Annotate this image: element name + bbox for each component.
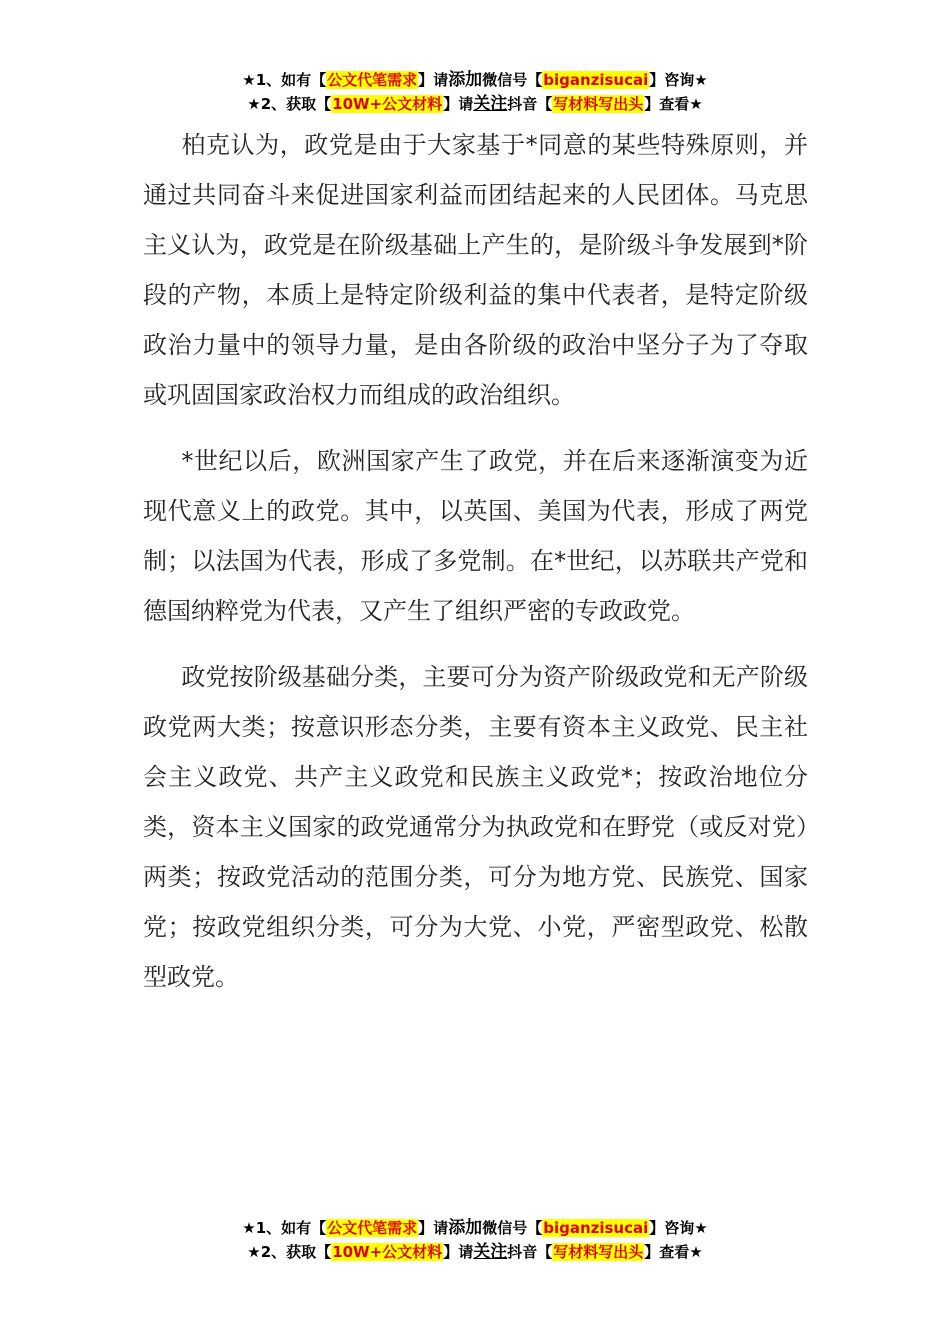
banner-text: 】咨询★	[649, 1219, 708, 1237]
banner-emphasis: 关注	[473, 94, 508, 114]
banner-text: 】请	[443, 95, 474, 113]
banner-emphasis: 添加	[448, 1218, 483, 1238]
banner-text: 】请	[443, 1243, 474, 1261]
banner-douyin-id: 写材料写出头	[553, 95, 644, 113]
banner-text: 】请	[418, 71, 449, 89]
banner-text: 】查看★	[644, 95, 703, 113]
banner-highlight: 10W+公文材料	[332, 1243, 443, 1261]
banner-line-2	[0, 1240, 950, 1264]
banner-text: 】查看★	[644, 1243, 703, 1261]
banner-text: 微信号【	[482, 1219, 543, 1237]
banner-emphasis: 添加	[448, 70, 483, 90]
banner-highlight: 10W+公文材料	[332, 95, 443, 113]
banner-wechat-id: biganzisucai	[543, 71, 649, 89]
banner-text: ★2、获取【	[247, 1243, 332, 1261]
banner-line-1	[0, 1216, 950, 1240]
banner-highlight: 公文代笔需求	[327, 1219, 418, 1237]
footer-banner	[0, 1216, 950, 1264]
banner-text: ★1、如有【	[242, 71, 327, 89]
banner-text: ★1、如有【	[242, 1219, 327, 1237]
banner-text: 抖音【	[507, 95, 553, 113]
paragraph-3: 政党按阶级基础分类，主要可分为资产阶级政党和无产阶级政党两大类；按意识形态分类，主要有资本主义政党、民主社会主义政党、共产主义政党和民族主义政党*；按政治地位分类，资本主义国家的政党通常分为执政党和在野党（或反对党）两类；按政党活动的范围分类，可分为地方党、民族党、国家党；按政党组织分类，可分为大党、小党，严密型政党、松散型政党。	[143, 663, 808, 991]
banner-line-2	[0, 92, 950, 116]
header-banner	[0, 68, 950, 116]
banner-text: 微信号【	[482, 71, 543, 89]
banner-text: 抖音【	[507, 1243, 553, 1261]
banner-text: ★2、获取【	[247, 95, 332, 113]
document-body	[143, 120, 808, 1018]
banner-emphasis: 关注	[473, 1242, 508, 1262]
banner-douyin-id: 写材料写出头	[553, 1243, 644, 1261]
paragraph-2: *世纪以后，欧洲国家产生了政党，并在后来逐渐演变为近现代意义上的政党。其中，以英国、美国为代表，形成了两党制；以法国为代表，形成了多党制。在*世纪，以苏联共产党和德国纳粹党为代表，又产生了组织严密的专政政党。	[143, 447, 808, 625]
banner-text: 】请	[418, 1219, 449, 1237]
banner-line-1	[0, 68, 950, 92]
banner-wechat-id: biganzisucai	[543, 1219, 649, 1237]
banner-highlight: 公文代笔需求	[327, 71, 418, 89]
paragraph-1: 柏克认为，政党是由于大家基于*同意的某些特殊原则，并通过共同奋斗来促进国家利益而团结起来的人民团体。马克思主义认为，政党是在阶级基础上产生的，是阶级斗争发展到*阶段的产物，本质上是特定阶级利益的集中代表者，是特定阶级政治力量中的领导力量，是由各阶级的政治中坚分子为了夺取或巩固国家政治权力而组成的政治组织。	[143, 131, 808, 409]
banner-text: 】咨询★	[649, 71, 708, 89]
